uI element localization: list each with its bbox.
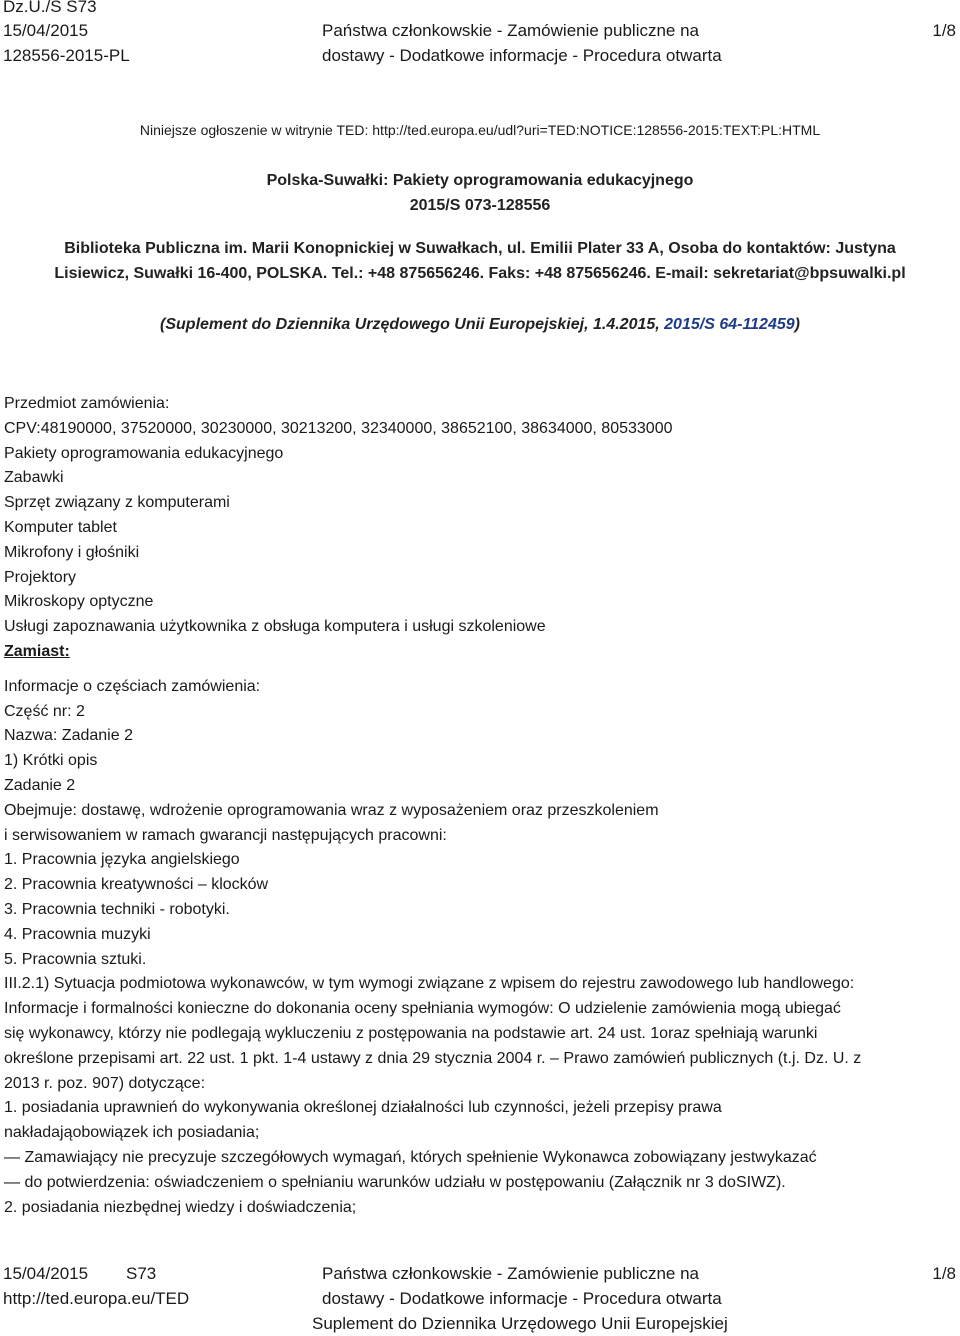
object-line: Projektory bbox=[4, 568, 77, 586]
object-line: Mikroskopy optyczne bbox=[4, 593, 154, 611]
object-line: Sprzęt związany z komputerami bbox=[4, 494, 230, 512]
footer-title-line1: Państwa członkowskie - Zamówienie publiczne na bbox=[322, 1264, 700, 1283]
authority-line2: Lisiewicz, Suwałki 16-400, POLSKA. Tel.: +48 875656246. Faks: +48 875656246. E-mail: sekretariat@bpsuwalki.pl bbox=[54, 265, 906, 282]
header-date: 15/04/2015 bbox=[3, 21, 89, 40]
ted-notice bbox=[0, 122, 960, 138]
details-line: Informacje o częściach zamówienia: bbox=[4, 677, 261, 695]
footer-supplement: Suplement do Dziennika Urzędowego Unii Europejskiej bbox=[312, 1314, 728, 1333]
details-line: i serwisowaniem w ramach gwarancji następujących pracowni: bbox=[4, 826, 447, 844]
object-line: Przedmiot zamówienia: bbox=[4, 395, 170, 412]
details-line: 2. Pracownia kreatywności – klocków bbox=[4, 876, 269, 894]
details-line: — Zamawiający nie precyzuje szczegółowych wymagań, których spełnienie Wykonawca zobowiązany jestwykazać bbox=[4, 1148, 817, 1166]
header-title-line1: Państwa członkowskie - Zamówienie publiczne na bbox=[322, 21, 700, 40]
title-line2: 2015/S 073-128556 bbox=[409, 197, 551, 214]
object-line: CPV:48190000, 37520000, 30230000, 30213200, 32340000, 38652100, 38634000, 80533000 bbox=[4, 419, 673, 437]
header-doc-id: 128556-2015-PL bbox=[3, 46, 130, 65]
details-line: Informacje i formalności konieczne do dokonania oceny spełniania wymogów: O udzielenie zamówienia mogą ubiegać bbox=[4, 1000, 841, 1018]
notice-prefix: Niniejsze ogłoszenie w witrynie TED: bbox=[139, 122, 373, 138]
details-line: 3. Pracownia techniki - robotyki. bbox=[4, 900, 230, 918]
page-footer bbox=[0, 1262, 960, 1334]
object-line: Komputer tablet bbox=[4, 518, 117, 536]
supplement-reference bbox=[0, 316, 960, 334]
object-line: Usługi zapoznawania użytkownika z obsługa komputera i usługi szkoleniowe bbox=[4, 618, 546, 636]
footer-issue: S73 bbox=[126, 1264, 157, 1283]
supplement-prefix: (Suplement do Dziennika Urzędowego Unii Europejskiej, 1.4.2015, bbox=[160, 316, 665, 333]
details-line: 2. posiadania niezbędnej wiedzy i doświadczenia; bbox=[4, 1198, 357, 1216]
journal-ref: Dz.U./S S73 bbox=[3, 0, 97, 16]
object-line: Pakiety oprogramowania edukacyjnego bbox=[4, 444, 284, 462]
footer-date: 15/04/2015 bbox=[3, 1264, 89, 1283]
notice-title bbox=[0, 168, 960, 218]
footer-site[interactable]: http://ted.europa.eu/TED bbox=[3, 1289, 190, 1308]
title-line1: Polska-Suwałki: Pakiety oprogramowania edukacyjnego bbox=[266, 172, 694, 189]
object-line: Mikrofony i głośniki bbox=[4, 543, 140, 561]
details-line: 4. Pracownia muzyki bbox=[4, 925, 151, 943]
contracting-authority bbox=[4, 236, 956, 286]
page-header bbox=[0, 0, 960, 70]
header-title-line2: dostawy - Dodatkowe informacje - Procedura otwarta bbox=[322, 46, 722, 65]
supplement-suffix: ) bbox=[794, 316, 800, 333]
details-line: Zadanie 2 bbox=[4, 776, 76, 794]
details-line: Nazwa: Zadanie 2 bbox=[4, 727, 133, 745]
details-line: Obejmuje: dostawę, wdrożenie oprogramowania wraz z wyposażeniem oraz przeszkoleniem bbox=[4, 801, 659, 819]
details-line: 2013 r. poz. 907) dotyczące: bbox=[4, 1074, 206, 1092]
details-line: nakładająobowiązek ich posiadania; bbox=[4, 1124, 260, 1142]
details-line: 1. posiadania uprawnień do wykonywania określonej działalności lub czynności, jeżeli przepisy prawa bbox=[4, 1099, 722, 1117]
object-section bbox=[4, 392, 956, 640]
section-gap bbox=[4, 665, 956, 675]
authority-line1: Biblioteka Publiczna im. Marii Konopnickiej w Suwałkach, ul. Emilii Plater 33 A, Osoba do kontaktów: Justyna bbox=[64, 240, 896, 257]
object-line: Zabawki bbox=[4, 469, 64, 487]
footer-title-line2: dostawy - Dodatkowe informacje - Procedura otwarta bbox=[322, 1289, 722, 1308]
details-line: określone przepisami art. 22 ust. 1 pkt. 1-4 ustawy z dnia 29 stycznia 2004 r. – Prawo zamówień publicznych (t.j. Dz. U. z bbox=[4, 1049, 862, 1067]
details-line: się wykonawcy, którzy nie podlegają wykluczeniu z postępowania na podstawie art. 24 ust. 1oraz spełniają warunki bbox=[4, 1024, 818, 1042]
details-line: Część nr: 2 bbox=[4, 702, 85, 720]
details-line: III.2.1) Sytuacja podmiotowa wykonawców, w tym wymogi związane z wpisem do rejestru zawodowego lub handlowego: bbox=[4, 975, 855, 993]
notice-body bbox=[4, 392, 956, 1220]
instead-label: Zamiast: bbox=[4, 642, 70, 660]
details-line: 5. Pracownia sztuki. bbox=[4, 950, 147, 968]
details-line: 1) Krótki opis bbox=[4, 752, 98, 770]
footer-page-number: 1/8 bbox=[932, 1264, 956, 1283]
details-line: 1. Pracownia języka angielskiego bbox=[4, 851, 240, 869]
notice-link[interactable]: http://ted.europa.eu/udl?uri=TED:NOTICE:128556-2015:TEXT:PL:HTML bbox=[372, 122, 821, 138]
header-page-number: 1/8 bbox=[932, 21, 956, 40]
details-line: — do potwierdzenia: oświadczeniem o spełnianiu warunków udziału w postępowaniu (Załącznik nr 3 doSIWZ). bbox=[4, 1173, 786, 1191]
supplement-ref-link[interactable]: 2015/S 64-112459 bbox=[664, 316, 795, 333]
details-section bbox=[4, 675, 956, 1221]
